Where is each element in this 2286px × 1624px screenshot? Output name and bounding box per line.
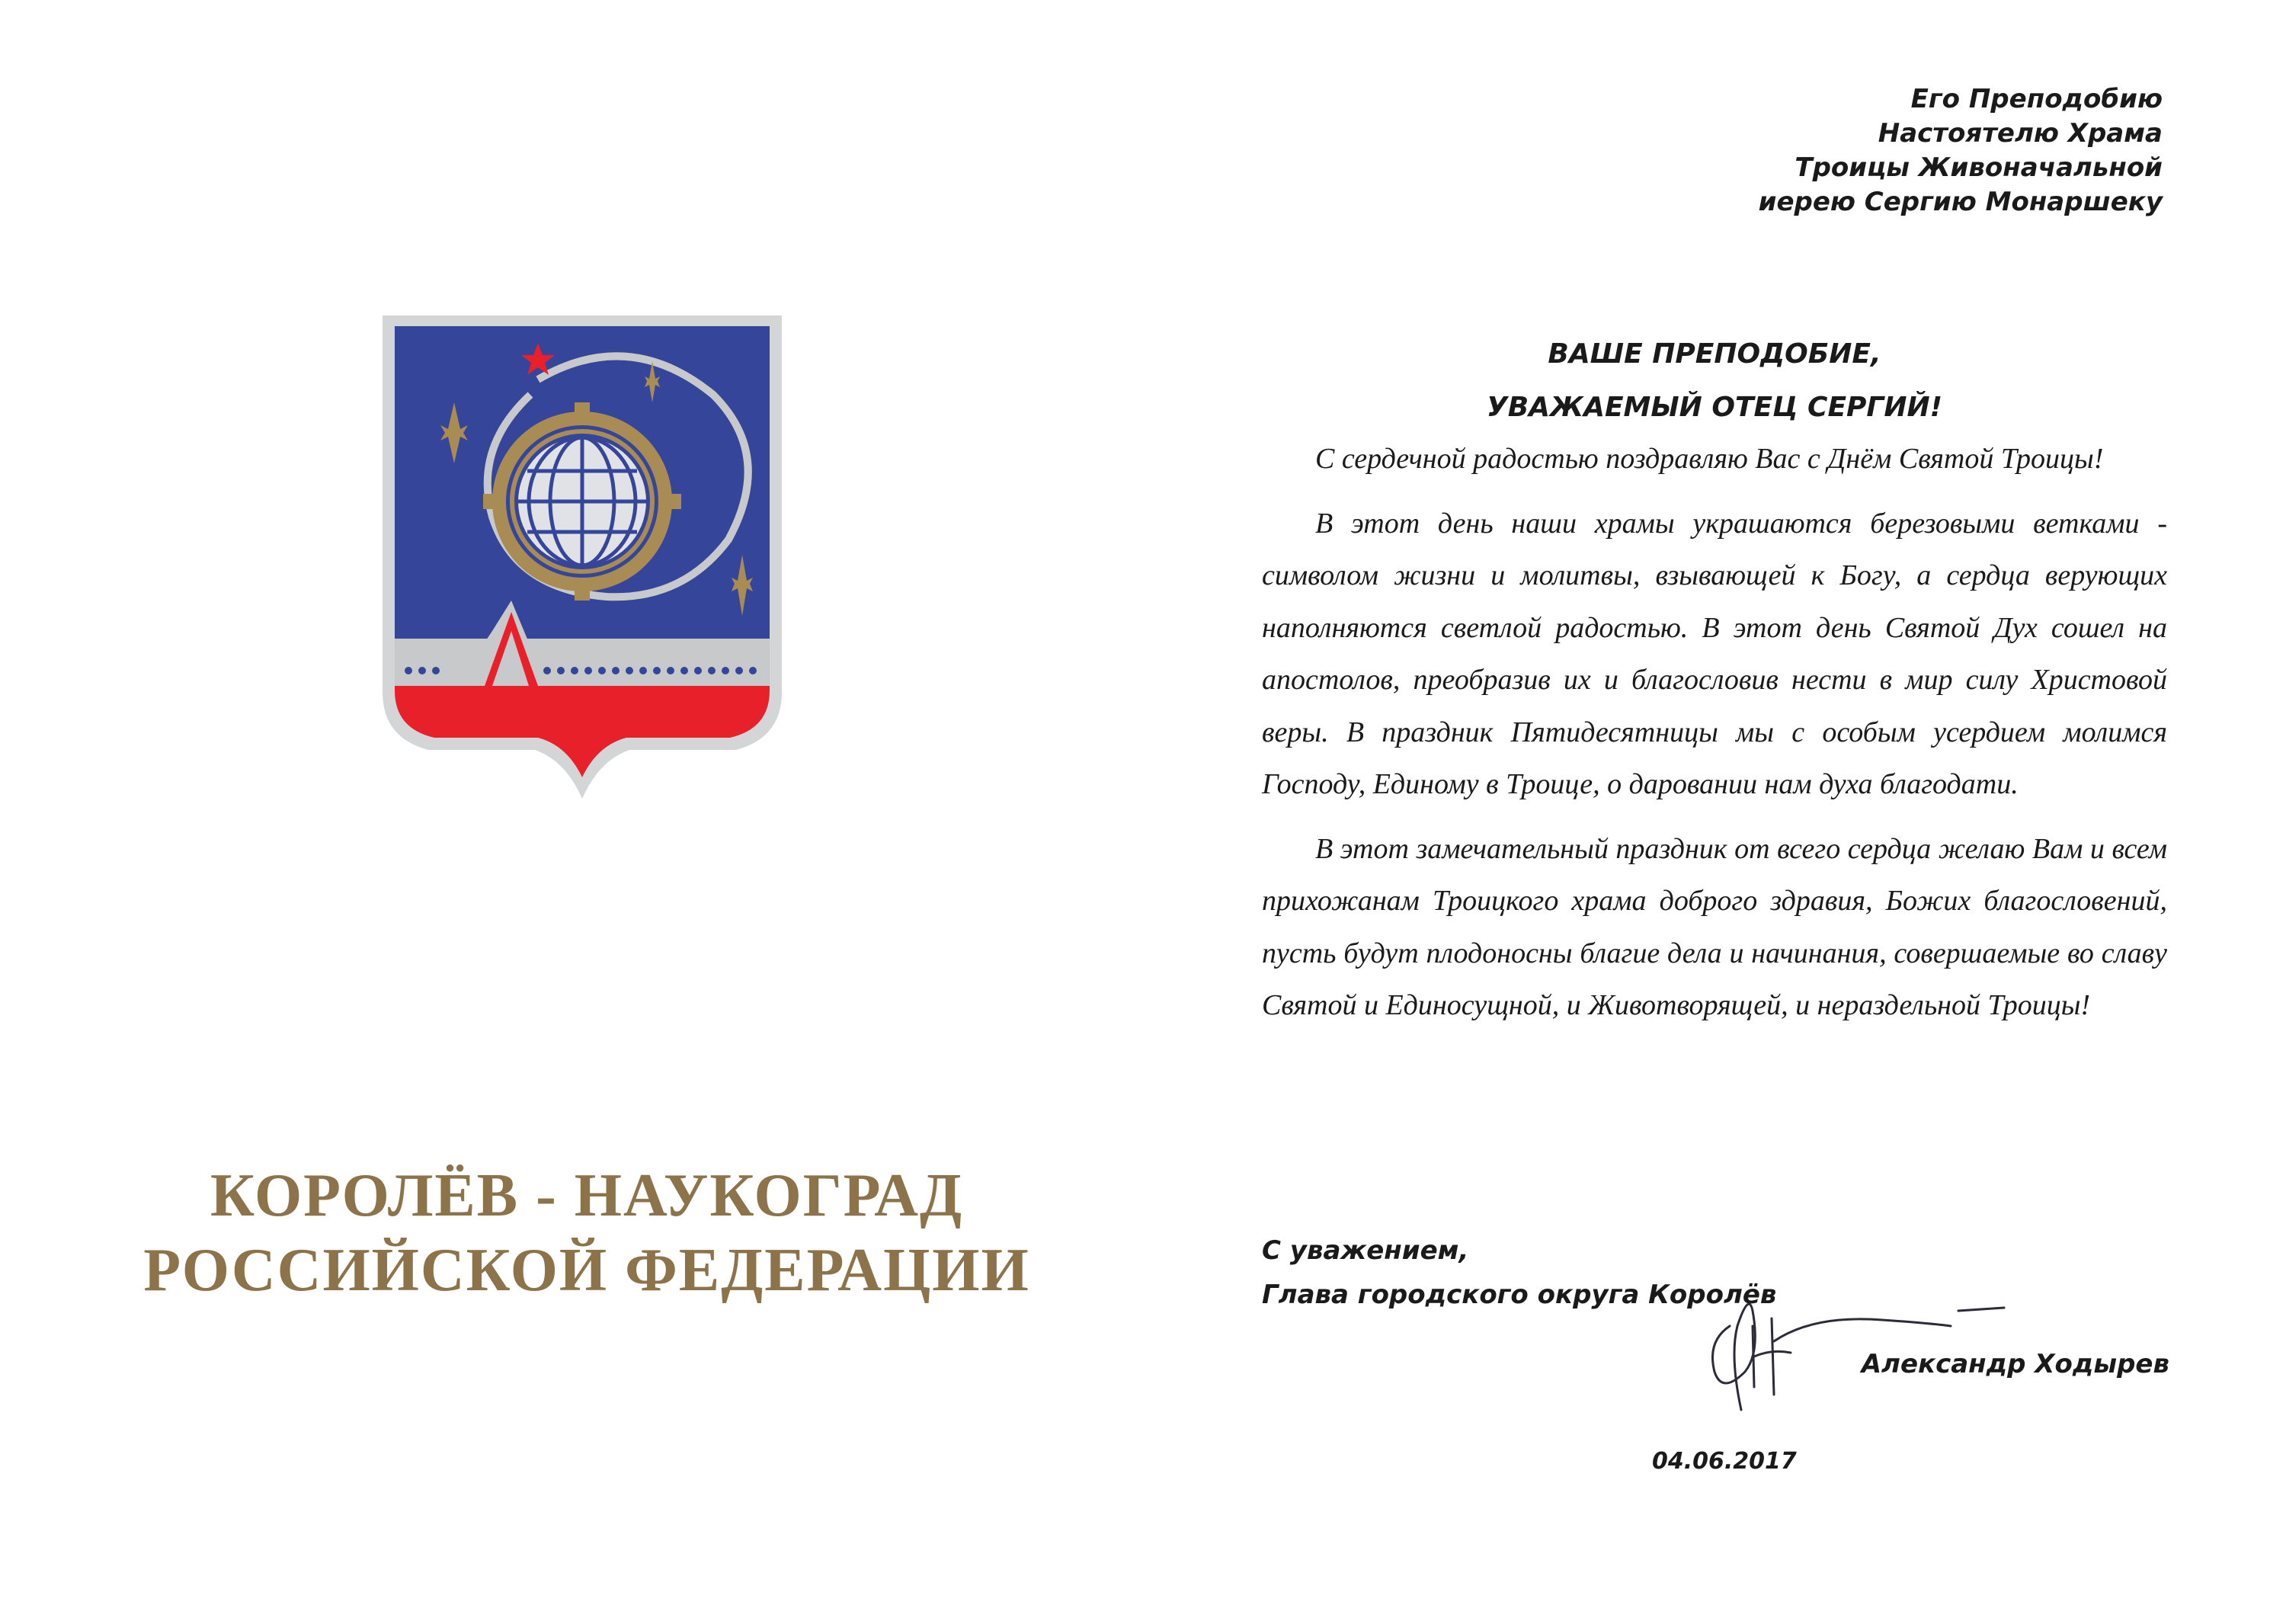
signer-name: Александр Ходырев xyxy=(1861,1349,2169,1379)
regards-text: С уважением, xyxy=(1262,1235,1469,1266)
salutation xyxy=(1265,328,2164,434)
salutation-line2: УВАЖАЕМЫЙ ОТЕЦ СЕРГИЙ! xyxy=(1486,392,1943,423)
city-title-line2: РОССИЙСКОЙ ФЕДЕРАЦИИ xyxy=(143,1237,1030,1304)
letter-date: 04.06.2017 xyxy=(1652,1448,1797,1475)
globe-icon xyxy=(518,437,646,565)
body-paragraph: В этот день наши храмы украшаются березовыми ветками - символом жизни и молитвы, взывающей к Богу, а сердца верующих наполняются светлой радостью. В этот день Святой Дух сошел на апостолов, преобразив их и благословив нести в мир силу Христовой веры. В праздник Пятидесятницы мы с особым усердием молимся Господу, Единому в Троице, о даровании нам духа благодати. xyxy=(1262,507,2167,800)
addressee-line: Его Преподобию xyxy=(1910,84,2163,114)
body-paragraph: С сердечной радостью поздравляю Вас с Днём Святой Троицы! xyxy=(1315,443,2104,475)
shield-silver-band xyxy=(395,639,770,686)
city-title-line1: КОРОЛЁВ - НАУКОГРАД xyxy=(210,1162,964,1229)
coat-of-arms-emblem xyxy=(378,311,786,806)
body-paragraph: В этот замечательный праздник от всего сердца желаю Вам и всем прихожанам Троицкого храма доброго здравия, Божих благословений, пусть будут плодоносны благие дела и начинания, совершаемые во славу Святой и Единосущной, и Животворящей, и нераздельной Троицы! xyxy=(1262,832,2167,1021)
addressee-line: Троицы Живоначальной xyxy=(1795,152,2163,183)
addressee-line: иерею Сергию Монаршеку xyxy=(1758,187,2163,217)
shield-red-base xyxy=(395,686,770,777)
city-title xyxy=(91,1158,1082,1308)
letter-body xyxy=(1262,433,2167,1044)
signer-position: Глава городского округа Королёв xyxy=(1262,1280,1777,1310)
addressee-block xyxy=(1759,82,2163,219)
salutation-line1: ВАШЕ ПРЕПОДОБИЕ, xyxy=(1548,338,1881,370)
addressee-line: Настоятелю Храма xyxy=(1878,118,2163,149)
